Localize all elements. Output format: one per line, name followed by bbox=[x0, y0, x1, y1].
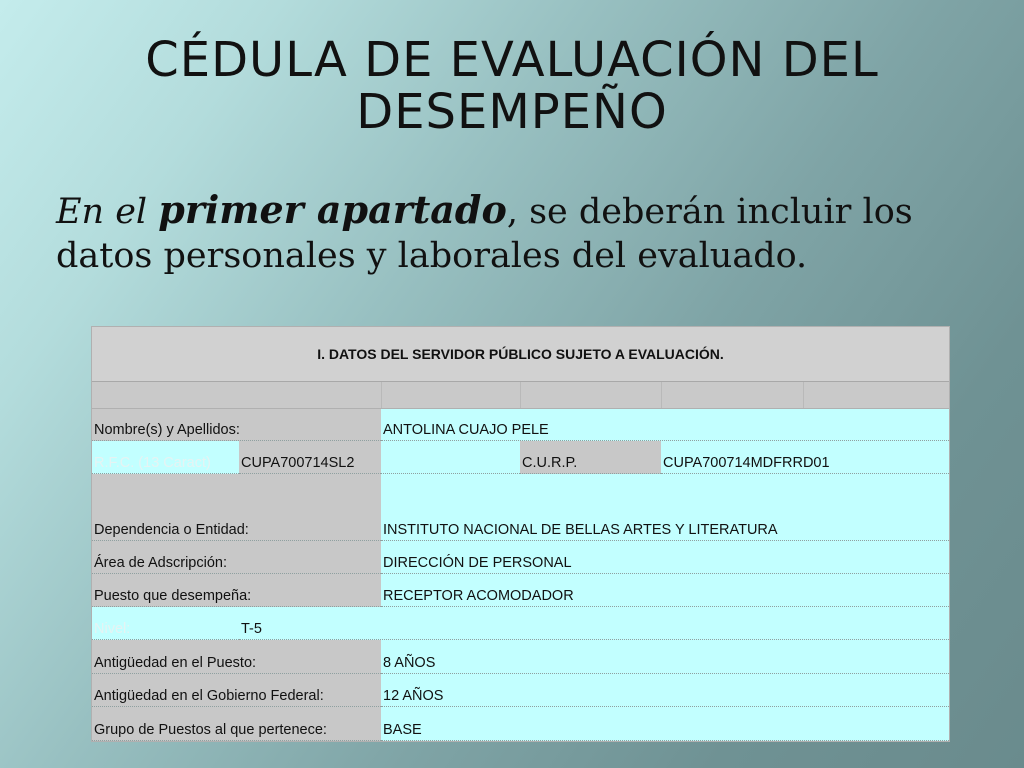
form-section-header: I. DATOS DEL SERVIDOR PÚBLICO SUJETO A EVALUACIÓN. bbox=[92, 327, 949, 382]
nivel-value: T-5 bbox=[239, 607, 949, 640]
dependencia-label: Dependencia o Entidad: bbox=[92, 474, 381, 541]
rfc-value: CUPA700714SL2 bbox=[239, 441, 381, 474]
curp-label: C.U.R.P. bbox=[520, 441, 661, 474]
intro-emphasis: primer apartado bbox=[158, 187, 507, 232]
area-value: DIRECCIÓN DE PERSONAL bbox=[381, 541, 949, 574]
antiguedad-gobierno-value: 12 AÑOS bbox=[381, 674, 949, 707]
puesto-label: Puesto que desempeña: bbox=[92, 574, 381, 607]
rfc-spacer-cell bbox=[381, 441, 520, 474]
spacer-divider bbox=[520, 382, 521, 408]
spacer-divider bbox=[661, 382, 662, 408]
intro-rest: , se deberán incluir los datos personales y laborales del evaluado. bbox=[56, 192, 913, 276]
antiguedad-puesto-label: Antigüedad en el Puesto: bbox=[92, 640, 381, 674]
grupo-puestos-value: BASE bbox=[381, 707, 949, 741]
nivel-label: Nivel: bbox=[92, 607, 239, 640]
slide-title-line1: CÉDULA DE EVALUACIÓN DEL bbox=[145, 32, 879, 88]
curp-value: CUPA700714MDFRRD01 bbox=[661, 441, 949, 474]
slide-intro-text bbox=[56, 188, 986, 278]
slide-title-line2: DESEMPEÑO bbox=[356, 84, 668, 140]
dependencia-value: INSTITUTO NACIONAL DE BELLAS ARTES Y LITERATURA bbox=[381, 474, 949, 541]
intro-lead: En el bbox=[56, 192, 159, 232]
puesto-value: RECEPTOR ACOMODADOR bbox=[381, 574, 949, 607]
slide-title bbox=[0, 34, 1024, 138]
evaluation-form-table bbox=[91, 326, 950, 742]
grupo-puestos-label: Grupo de Puestos al que pertenece: bbox=[92, 707, 381, 741]
antiguedad-gobierno-label: Antigüedad en el Gobierno Federal: bbox=[92, 674, 381, 707]
antiguedad-puesto-value: 8 AÑOS bbox=[381, 640, 949, 674]
spacer-divider bbox=[803, 382, 804, 408]
nombre-value: ANTOLINA CUAJO PELE bbox=[381, 409, 949, 441]
nombre-label: Nombre(s) y Apellidos: bbox=[92, 409, 381, 441]
rfc-label: R.F.C. (13 Caract) bbox=[92, 441, 239, 474]
spacer-divider bbox=[381, 382, 382, 408]
form-spacer-row bbox=[92, 382, 949, 409]
area-label: Área de Adscripción: bbox=[92, 541, 381, 574]
